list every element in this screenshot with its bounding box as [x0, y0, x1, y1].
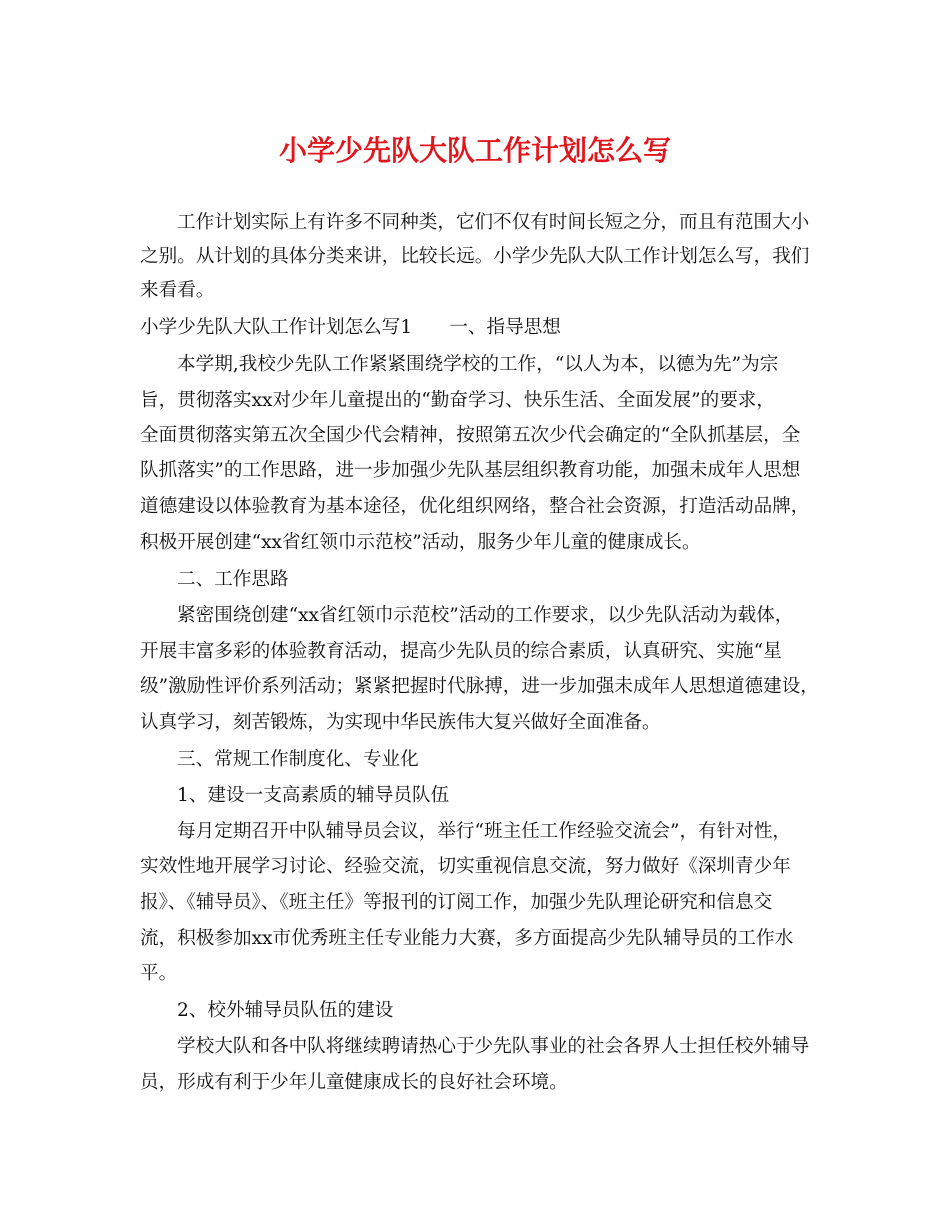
- paragraph-line: 开展丰富多彩的体验教育活动，提高少先队员的综合素质，认真研究、实施“星: [140, 641, 782, 662]
- paragraph-line: 来看看。: [140, 280, 215, 301]
- paragraph-line: 实效性地开展学习讨论、经验交流，切实重视信息交流，努力做好《深圳青少年: [140, 856, 791, 877]
- paragraph-line: 报》、《辅导员》、《班主任》等报刊的订阅工作，加强少先队理论研究和信息交: [140, 892, 773, 913]
- paragraph-line: 员，形成有利于少年儿童健康成长的良好社会环境。: [140, 1072, 568, 1093]
- section-heading: 二、工作思路: [177, 569, 289, 590]
- paragraph-line: 旨，贯彻落实xx对少年儿童提出的“勤奋学习、快乐生活、全面发展”的要求，: [140, 390, 775, 411]
- paragraph-line: 小学少先队大队工作计划怎么写1 一、指导思想: [140, 317, 561, 338]
- paragraph-line: 队抓落实”的工作思路，进一步加强少先队基层组织教育功能，加强未成年人思想: [140, 460, 801, 481]
- paragraph-line: 之别。从计划的具体分类来讲，比较长远。小学少先队大队工作计划怎么写，我们: [140, 246, 810, 267]
- section-heading: 三、常规工作制度化、专业化: [177, 749, 419, 770]
- paragraph-line: 学校大队和各中队将继续聘请热心于少先队事业的社会各界人士担任校外辅导: [177, 1036, 810, 1057]
- paragraph-line: 道德建设以体验教育为基本途径，优化组织网络，整合社会资源，打造活动品牌，: [140, 496, 810, 517]
- paragraph-line: 紧密围绕创建“xx省红领巾示范校”活动的工作要求，以少先队活动为载体，: [177, 605, 794, 626]
- paragraph-line: 认真学习，刻苦锻炼，为实现中华民族伟大复兴做好全面准备。: [140, 712, 661, 733]
- paragraph-line: 级”激励性评价系列活动；紧紧把握时代脉搏，进一步加强未成年人思想道德建设，: [140, 676, 819, 697]
- subsection-heading: 2、校外辅导员队伍的建设: [177, 1000, 394, 1021]
- paragraph-line: 每月定期召开中队辅导员会议，举行“班主任工作经验交流会”，有针对性，: [177, 821, 792, 842]
- paragraph-line: 平。: [140, 963, 178, 984]
- document-title: 小学少先队大队工作计划怎么写: [278, 134, 671, 167]
- paragraph-line: 工作计划实际上有许多不同种类，它们不仅有时间长短之分，而且有范围大小: [177, 212, 810, 233]
- paragraph-line: 流，积极参加xx市优秀班主任专业能力大赛，多方面提高少先队辅导员的工作水: [140, 928, 794, 949]
- paragraph-line: 积极开展创建“xx省红领巾示范校”活动，服务少年儿童的健康成长。: [140, 532, 701, 553]
- paragraph-line: 本学期,我校少先队工作紧紧围绕学校的工作，“以人为本，以德为先”为宗: [177, 354, 779, 375]
- paragraph-line: 全面贯彻落实第五次全国少代会精神，按照第五次少代会确定的“全队抓基层，全: [140, 425, 801, 446]
- subsection-heading: 1、建设一支高素质的辅导员队伍: [177, 785, 450, 806]
